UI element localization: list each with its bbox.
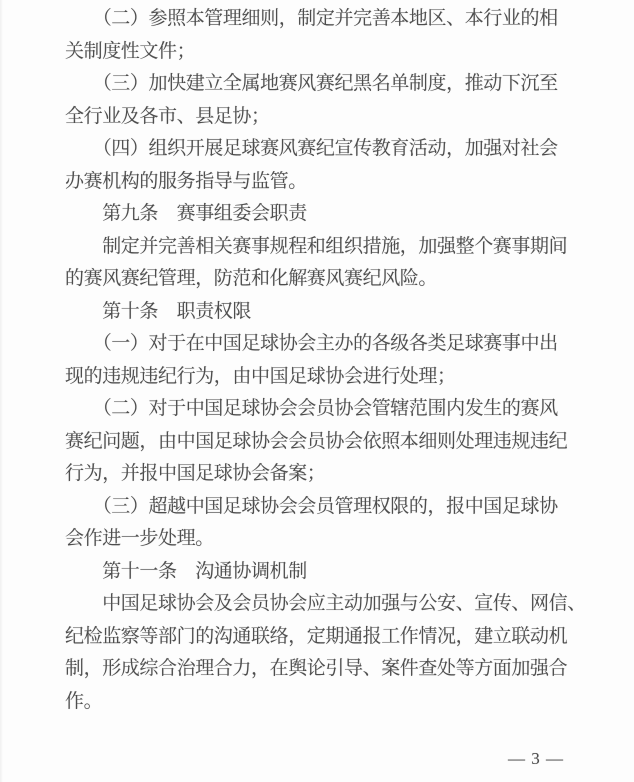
document-body (65, 3, 610, 718)
text-line: 第九条 赛事组委会职责 (65, 203, 307, 224)
text-line: 制，形成综合治理合力，在舆论引导、案件查处等方面加强合 (65, 658, 568, 679)
page-number: — 3 — (508, 749, 564, 768)
scan-edge-artifact (0, 0, 3, 782)
text-line: 办赛机构的服务指导与监管。 (65, 170, 307, 192)
text-line: 第十一条 沟通协调机制 (65, 560, 307, 582)
text-line: 会作进一步处理。 (65, 528, 214, 549)
text-line: 第十条 职责权限 (65, 300, 252, 322)
text-line: （三）加快建立全属地赛风赛纪黑名单制度，推动下沉至 (65, 73, 558, 94)
text-line: 纪检监察等部门的沟通联络，定期通报工作情况，建立联动机 (65, 625, 568, 647)
text-line: （二）参照本管理细则，制定并完善本地区、本行业的相 (65, 8, 558, 29)
text-line: 行为，并报中国足球协会备案； (65, 463, 326, 484)
text-line: 赛纪问题，由中国足球协会会员协会依照本细则处理违规违纪 (65, 430, 568, 452)
text-line: （三）超越中国足球协会会员管理权限的，报中国足球协 (65, 495, 558, 517)
text-line: 关制度性文件； (65, 40, 196, 62)
text-line: 全行业及各市、县足协； (65, 105, 270, 127)
text-line: （二）对于中国足球协会会员协会管辖范围内发生的赛风 (65, 398, 558, 419)
text-line: 现的违规违纪行为，由中国足球协会进行处理； (65, 365, 456, 387)
text-line: （一）对于在中国足球协会主办的各级各类足球赛事中出 (65, 333, 558, 354)
text-line: 作。 (65, 690, 103, 712)
text-line: （四）组织开展足球赛风赛纪宣传教育活动，加强对社会 (65, 138, 558, 159)
text-line: 的赛风赛纪管理，防范和化解赛风赛纪风险。 (65, 268, 438, 289)
text-line: 制定并完善相关赛事规程和组织措施，加强整个赛事期间 (65, 235, 568, 257)
text-line: 中国足球协会及会员协会应主动加强与公安、宣传、网信、 (65, 593, 586, 614)
